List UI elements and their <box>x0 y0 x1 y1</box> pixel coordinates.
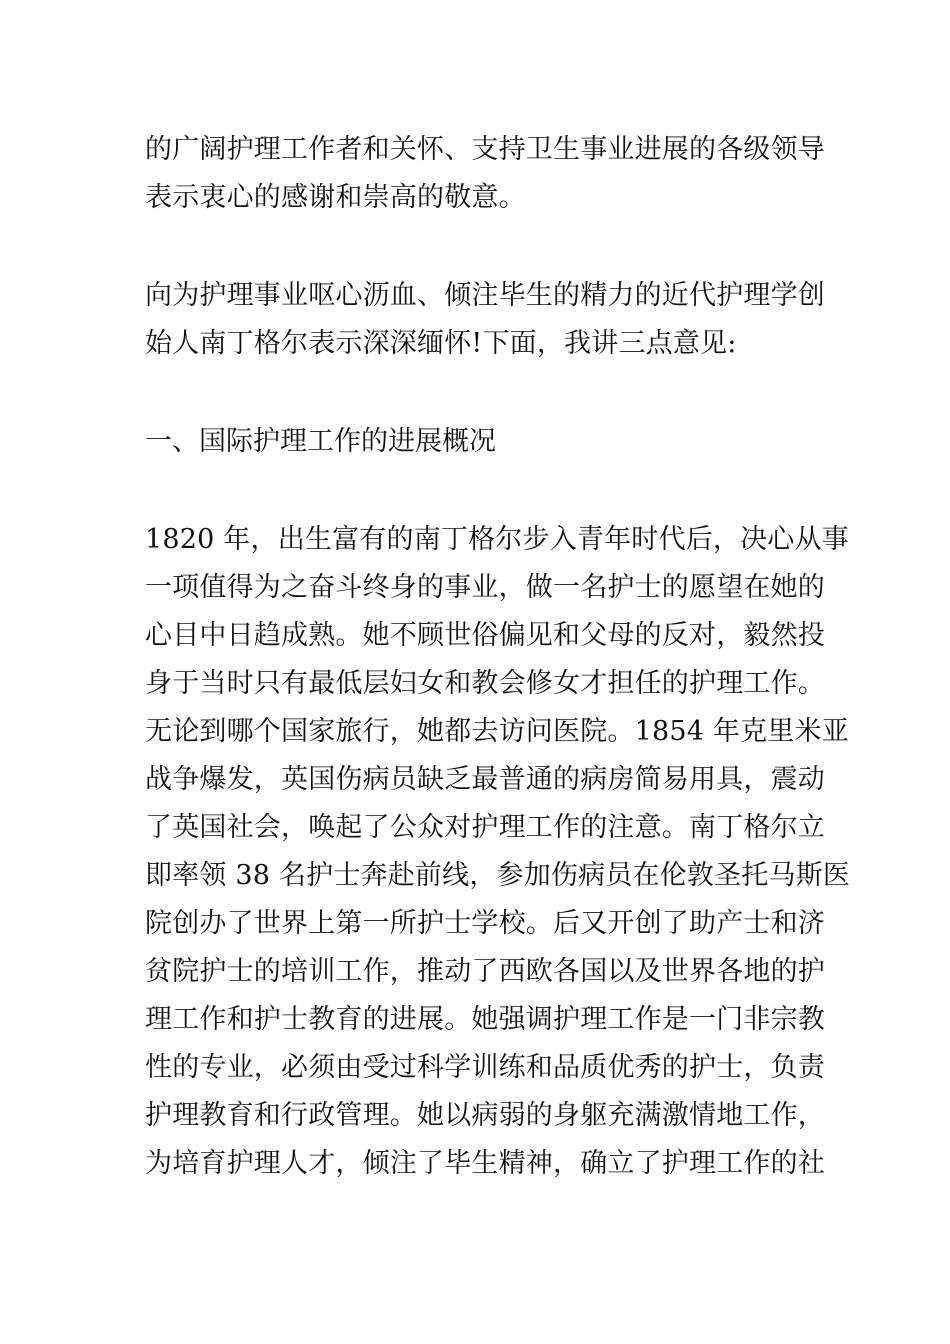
text-line: 表示衷心的感谢和崇高的敬意。 <box>145 182 526 213</box>
text-line: 身于当时只有最低层妇女和教会修女才担任的护理工作。 <box>145 668 825 699</box>
text-line: 1820 年，出生富有的南丁格尔步入青年时代后，决心从事 <box>145 524 849 555</box>
paragraph-thanks <box>145 126 825 222</box>
section-heading-text: 一、国际护理工作的进展概况 <box>145 426 496 457</box>
text-line: 向为护理事业呕心沥血、倾注毕生的精力的近代护理学创 <box>145 280 825 311</box>
text-line: 心目中日趋成熟。她不顾世俗偏见和父母的反对，毅然投 <box>145 620 825 651</box>
paragraph-history <box>145 516 851 1188</box>
text-line: 一项值得为之奋斗终身的事业，做一名护士的愿望在她的 <box>145 572 825 603</box>
text-line: 的广阔护理工作者和关怀、支持卫生事业进展的各级领导 <box>145 134 825 165</box>
section-heading <box>145 418 815 466</box>
text-line: 理工作和护士教育的进展。她强调护理工作是一门非宗教 <box>145 1004 825 1035</box>
text-line: 战争爆发，英国伤病员缺乏最普通的病房简易用具，震动 <box>145 764 825 795</box>
text-line: 为培育护理人才，倾注了毕生精神，确立了护理工作的社 <box>145 1148 825 1179</box>
document-body <box>145 126 851 1188</box>
text-line: 院创办了世界上第一所护士学校。后又开创了助产士和济 <box>145 908 825 939</box>
text-line: 性的专业，必须由受过科学训练和品质优秀的护士，负责 <box>145 1052 825 1083</box>
paragraph-spacer <box>145 466 815 516</box>
text-line: 贫院护士的培训工作，推动了西欧各国以及世界各地的护 <box>145 956 825 987</box>
text-line: 了英国社会，唤起了公众对护理工作的注意。南丁格尔立 <box>145 812 825 843</box>
paragraph-nightingale-tribute <box>145 272 825 368</box>
text-line: 无论到哪个国家旅行，她都去访问医院。1854 年克里米亚 <box>145 716 849 747</box>
text-line: 即率领 38 名护士奔赴前线，参加伤病员在伦敦圣托马斯医 <box>145 860 851 891</box>
paragraph-spacer <box>145 368 815 418</box>
text-line: 始人南丁格尔表示深深缅怀!下面，我讲三点意见: <box>145 328 737 359</box>
paragraph-spacer <box>145 222 815 272</box>
text-line: 护理教育和行政管理。她以病弱的身躯充满激情地工作， <box>145 1100 825 1131</box>
